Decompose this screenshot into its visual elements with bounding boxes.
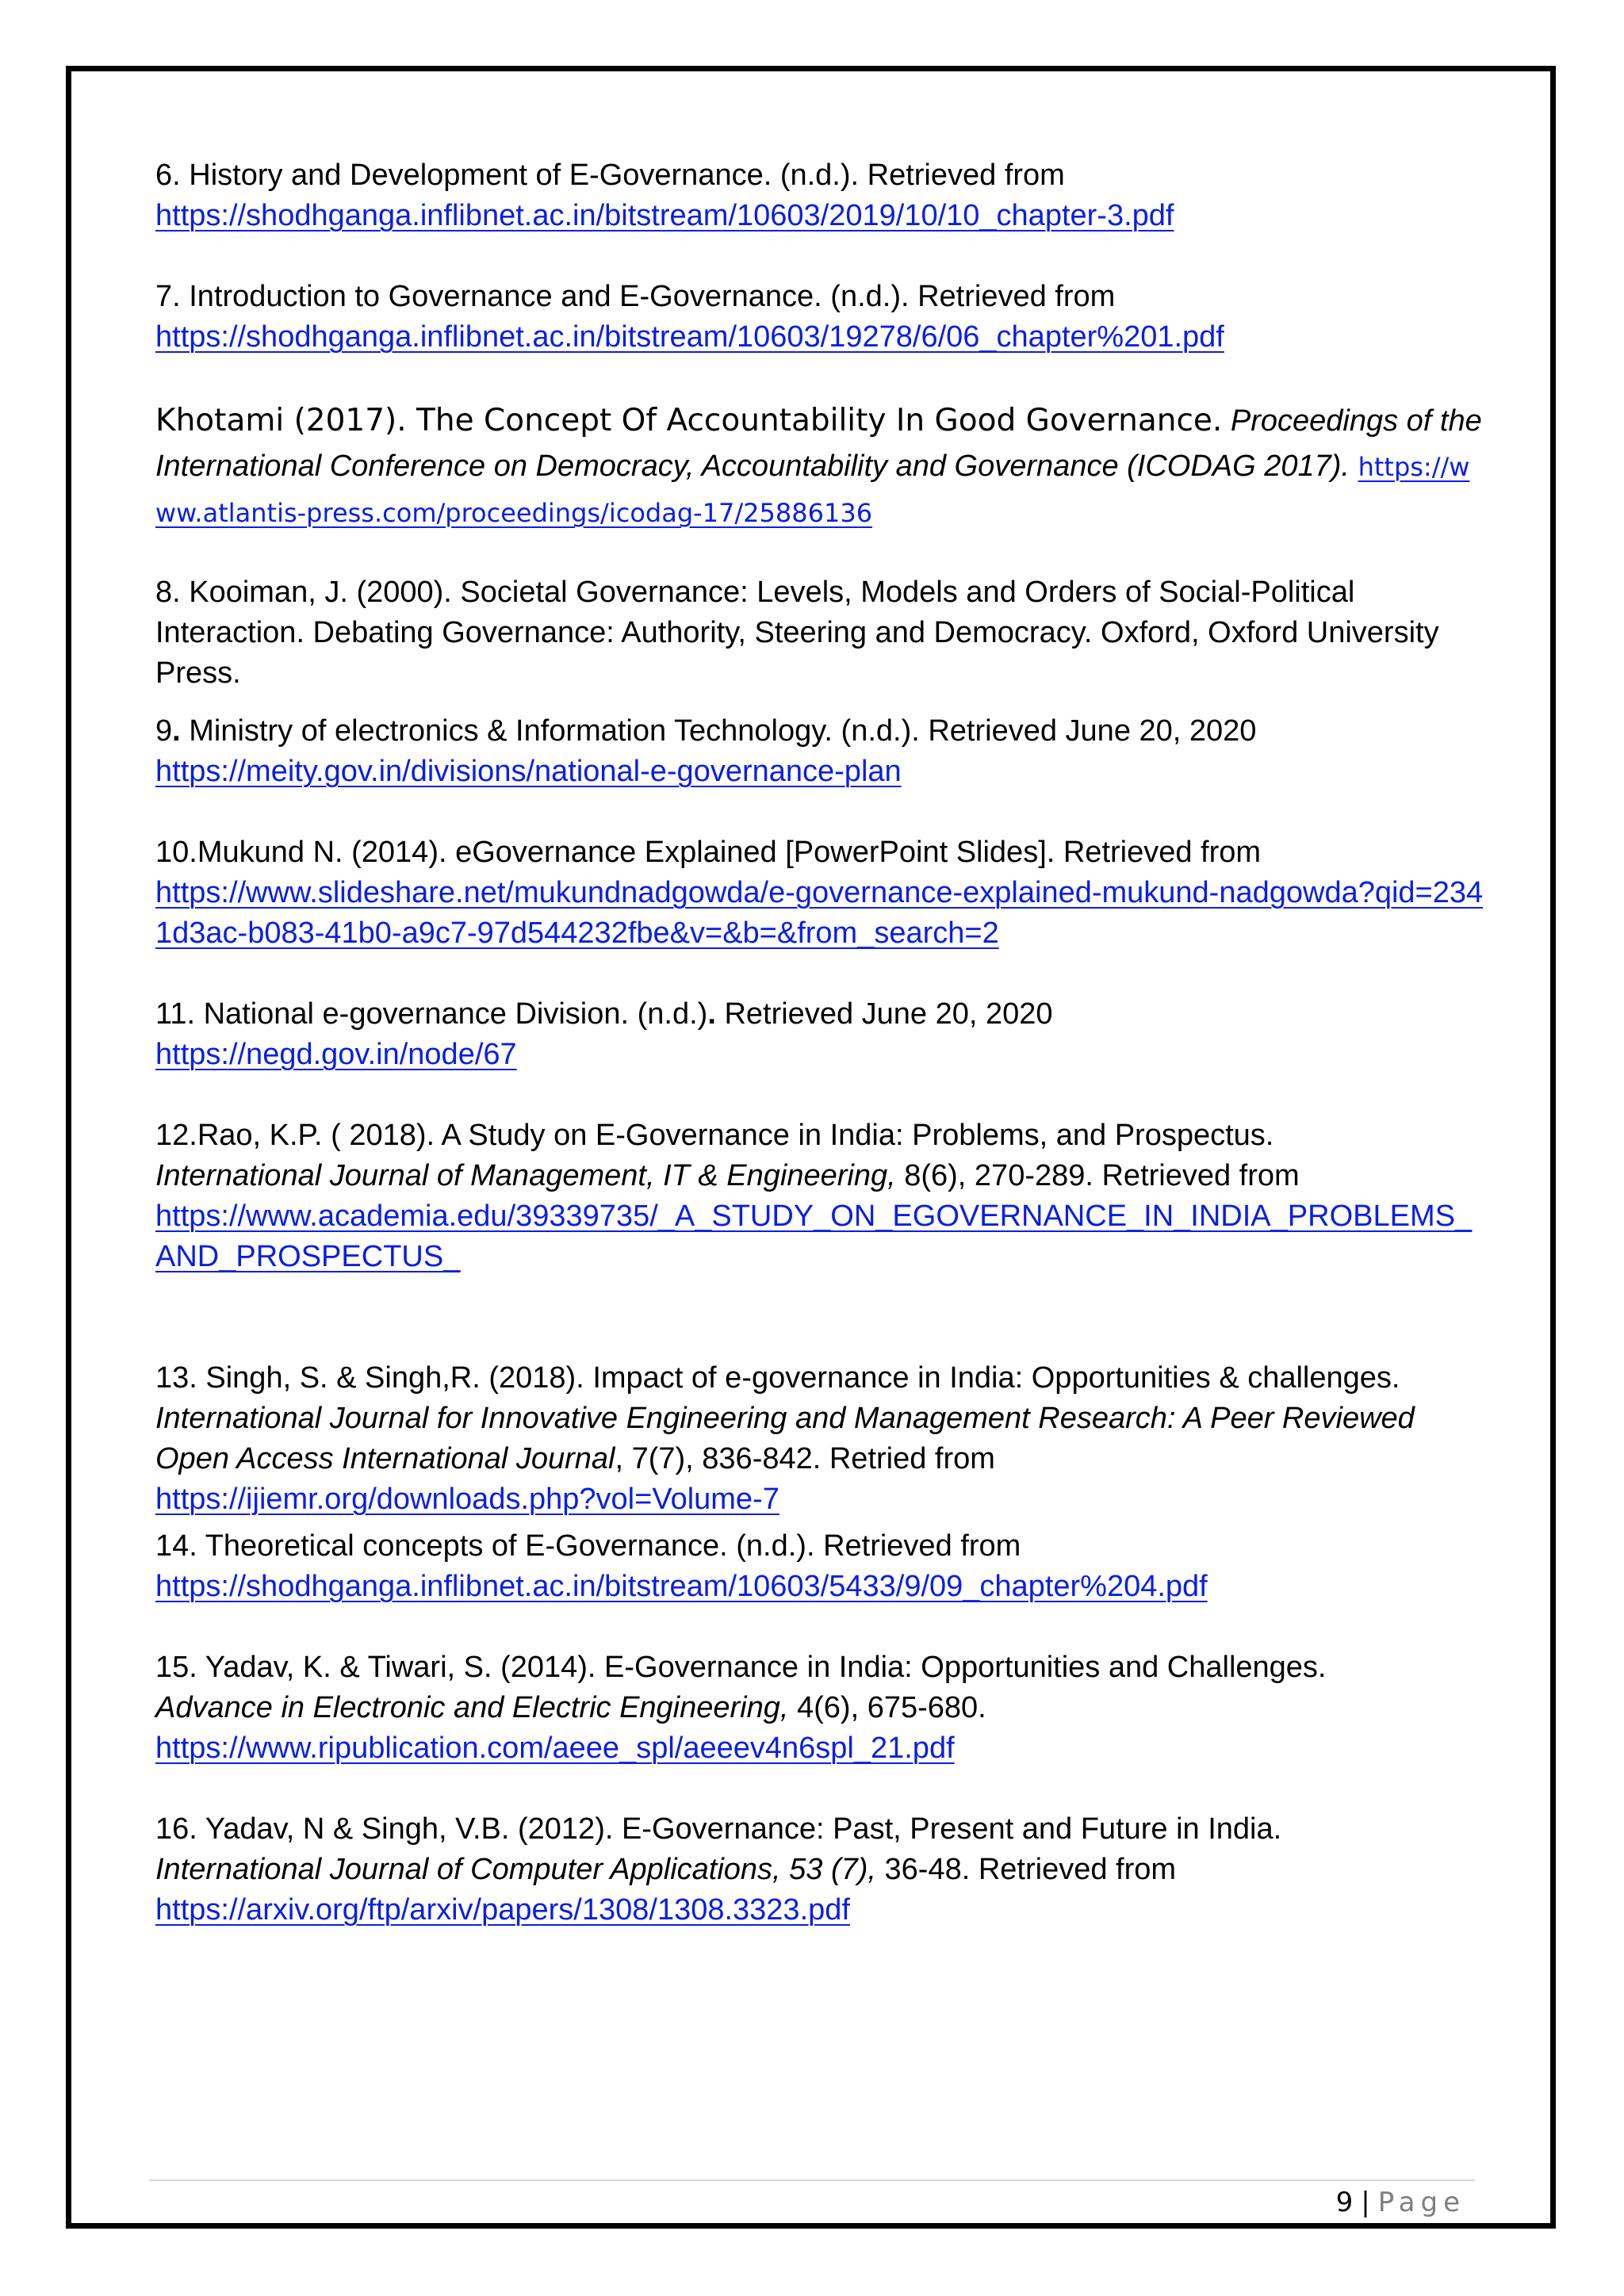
reference-14-text: 14. Theoretical concepts of E-Governance. (n.d.). Retrieved from bbox=[155, 1529, 1021, 1563]
reference-15-journal: Advance in Electronic and Electric Engineering, bbox=[155, 1691, 789, 1724]
reference-13-details: , 7(7), 836-842. Retried from bbox=[615, 1442, 995, 1475]
reference-13-link[interactable]: https://ijiemr.org/downloads.php?vol=Volume-7 bbox=[155, 1483, 779, 1516]
reference-16-journal: International Journal of Computer Applications, 53 (7), bbox=[155, 1853, 876, 1886]
reference-7 bbox=[155, 277, 1488, 358]
reference-11-text: 11. National e-governance Division. (n.d.) bbox=[155, 997, 708, 1031]
reference-8-text: 8. Kooiman, J. (2000). Societal Governance: Levels, Models and Orders of Social-Political Interaction. Debating Governance: Authority, Steering and Democracy. Oxford, Oxford University Press. bbox=[155, 576, 1439, 690]
reference-6-text: 6. History and Development of E-Governance. (n.d.). Retrieved from bbox=[155, 159, 1065, 192]
reference-khotami-link[interactable]: https://www.atlantis-press.com/proceedings/icodag-17/25886136 bbox=[155, 452, 1470, 528]
reference-12-text: 12.Rao, K.P. ( 2018). A Study on E-Governance in India: Problems, and Prospectus. bbox=[155, 1119, 1274, 1152]
reference-9-text: Ministry of electronics & Information Technology. (n.d.). Retrieved June 20, 2020 bbox=[180, 714, 1257, 748]
reference-13-journal: International Journal for Innovative Engineering and Management Research: A Peer Reviewed Open Access International Journal bbox=[155, 1402, 1415, 1475]
reference-15-details: 4(6), 675-680. bbox=[788, 1691, 986, 1724]
reference-khotami bbox=[155, 398, 1488, 536]
reference-14 bbox=[155, 1526, 1488, 1607]
page-footer bbox=[1336, 2187, 1465, 2218]
page-number: 9 bbox=[1335, 2187, 1354, 2218]
reference-9-number: 9 bbox=[155, 714, 173, 748]
reference-14-link[interactable]: https://shodhganga.inflibnet.ac.in/bitstream/10603/5433/9/09_chapter%204.pdf bbox=[155, 1570, 1208, 1603]
reference-13-text: 13. Singh, S. & Singh,R. (2018). Impact of e-governance in India: Opportunities & challenges. bbox=[155, 1361, 1400, 1395]
reference-khotami-journal: Proceedings of the International Conference on Democracy, Accountability and Governance (ICODAG 2017). bbox=[155, 404, 1482, 483]
reference-12-journal: International Journal of Management, IT & Engineering, bbox=[155, 1159, 896, 1192]
reference-16-link[interactable]: https://arxiv.org/ftp/arxiv/papers/1308/1308.3323.pdf bbox=[155, 1893, 850, 1927]
reference-10 bbox=[155, 832, 1488, 954]
reference-10-text: 10.Mukund N. (2014). eGovernance Explained [PowerPoint Slides]. Retrieved from bbox=[155, 836, 1262, 869]
page-label: Page bbox=[1377, 2187, 1465, 2218]
reference-16-details: 36-48. Retrieved from bbox=[875, 1853, 1177, 1886]
reference-8 bbox=[155, 572, 1488, 694]
reference-6 bbox=[155, 155, 1488, 236]
reference-12 bbox=[155, 1115, 1488, 1277]
reference-11 bbox=[155, 994, 1488, 1075]
footer-separator: | bbox=[1361, 2187, 1370, 2218]
reference-khotami-lead: Khotami (2017). The Concept Of Accountability In Good Governance. bbox=[155, 403, 1223, 438]
reference-15-link[interactable]: https://www.ripublication.com/aeee_spl/aeeev4n6spl_21.pdf bbox=[155, 1732, 955, 1765]
reference-6-link[interactable]: https://shodhganga.inflibnet.ac.in/bitstream/10603/2019/10/10_chapter-3.pdf bbox=[155, 199, 1174, 232]
reference-7-link[interactable]: https://shodhganga.inflibnet.ac.in/bitstream/10603/19278/6/06_chapter%201.pdf bbox=[155, 320, 1224, 354]
footer-divider bbox=[149, 2179, 1475, 2181]
reference-16 bbox=[155, 1809, 1488, 1931]
reference-12-link[interactable]: https://www.academia.edu/39339735/_A_STUDY_ON_EGOVERNANCE_IN_INDIA_PROBLEMS_AND_PROSPECTUS_ bbox=[155, 1200, 1473, 1273]
reference-11-tail: Retrieved June 20, 2020 bbox=[715, 997, 1053, 1031]
reference-9-dot: . bbox=[172, 714, 181, 748]
reference-10-link[interactable]: https://www.slideshare.net/mukundnadgowda/e-governance-explained-mukund-nadgowda?qid=2341d3ac-b083-41b0-a9c7-97d544232fbe&v=&b=&from_search=2 bbox=[155, 876, 1484, 950]
reference-16-text: 16. Yadav, N & Singh, V.B. (2012). E-Governance: Past, Present and Future in India. bbox=[155, 1812, 1282, 1846]
reference-9 bbox=[155, 711, 1488, 792]
reference-list bbox=[155, 155, 1488, 1931]
reference-9-link[interactable]: https://meity.gov.in/divisions/national-e-governance-plan bbox=[155, 755, 902, 788]
reference-15 bbox=[155, 1647, 1488, 1769]
reference-15-text: 15. Yadav, K. & Tiwari, S. (2014). E-Governance in India: Opportunities and Challenges. bbox=[155, 1651, 1327, 1684]
reference-11-dot: . bbox=[707, 997, 716, 1031]
reference-7-text: 7. Introduction to Governance and E-Governance. (n.d.). Retrieved from bbox=[155, 280, 1116, 313]
reference-13 bbox=[155, 1358, 1488, 1520]
reference-12-details: 8(6), 270-289. Retrieved from bbox=[895, 1159, 1300, 1192]
reference-11-link[interactable]: https://negd.gov.in/node/67 bbox=[155, 1038, 517, 1071]
